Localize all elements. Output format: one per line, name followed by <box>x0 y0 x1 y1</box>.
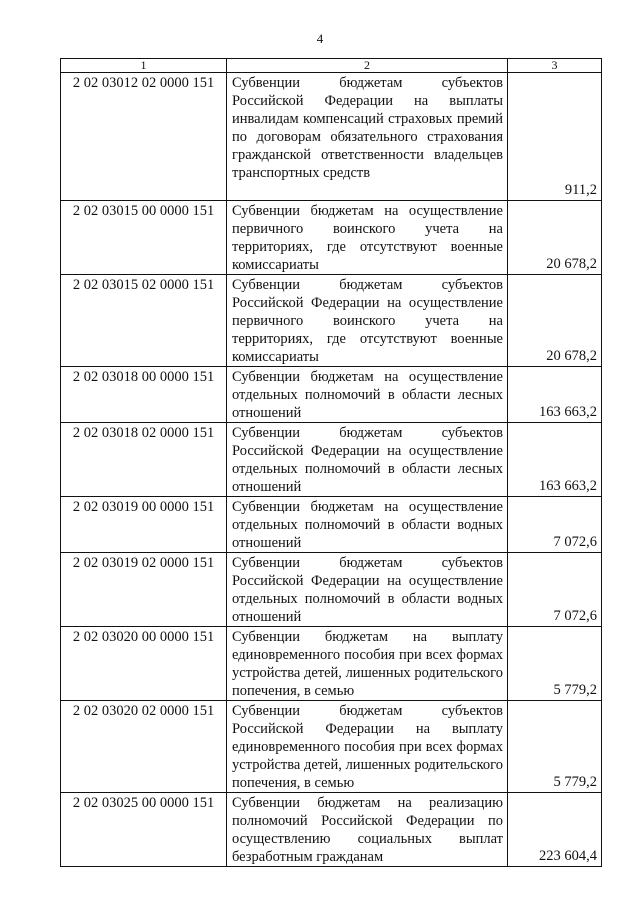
row-amount: 7 072,6 <box>508 497 602 553</box>
budget-table <box>60 58 602 867</box>
row-amount: 163 663,2 <box>508 423 602 497</box>
row-name: Субвенции бюджетам субъектов Российской Федерации на осуществление первичного воинского учета на территориях, где отсутствуют военные комиссариаты <box>227 275 508 367</box>
table-row <box>61 553 602 627</box>
row-code: 2 02 03020 02 0000 151 <box>61 701 227 793</box>
row-amount: 5 779,2 <box>508 627 602 701</box>
row-code: 2 02 03019 02 0000 151 <box>61 553 227 627</box>
row-code: 2 02 03015 00 0000 151 <box>61 201 227 275</box>
row-name: Субвенции бюджетам субъектов Российской Федерации на выплату единовременного пособия при всех формах устройства детей, лишенных родительского попечения, в семью <box>227 701 508 793</box>
table-row <box>61 367 602 423</box>
table-row <box>61 275 602 367</box>
row-code: 2 02 03020 00 0000 151 <box>61 627 227 701</box>
row-code: 2 02 03012 02 0000 151 <box>61 73 227 201</box>
row-code: 2 02 03018 02 0000 151 <box>61 423 227 497</box>
row-amount: 163 663,2 <box>508 367 602 423</box>
row-amount: 223 604,4 <box>508 793 602 867</box>
row-code: 2 02 03018 00 0000 151 <box>61 367 227 423</box>
row-name: Субвенции бюджетам на осуществление отдельных полномочий в области водных отношений <box>227 497 508 553</box>
row-code: 2 02 03019 00 0000 151 <box>61 497 227 553</box>
page-number: 4 <box>316 31 324 46</box>
table-header-row <box>61 59 602 73</box>
row-name: Субвенции бюджетам субъектов Российской Федерации на осуществление отдельных полномочий в области лесных отношений <box>227 423 508 497</box>
column-header-amount: 3 <box>508 59 602 73</box>
row-amount: 7 072,6 <box>508 553 602 627</box>
table-row <box>61 201 602 275</box>
row-code: 2 02 03015 02 0000 151 <box>61 275 227 367</box>
row-name: Субвенции бюджетам на осуществление первичного воинского учета на территориях, где отсутствуют военные комиссариаты <box>227 201 508 275</box>
table-row <box>61 423 602 497</box>
row-name: Субвенции бюджетам на выплату единовременного пособия при всех формах устройства детей, лишенных родительского попечения, в семью <box>227 627 508 701</box>
row-amount: 20 678,2 <box>508 201 602 275</box>
table-row <box>61 73 602 201</box>
row-amount: 20 678,2 <box>508 275 602 367</box>
row-amount: 5 779,2 <box>508 701 602 793</box>
row-amount: 911,2 <box>508 73 602 201</box>
row-name: Субвенции бюджетам на осуществление отдельных полномочий в области лесных отношений <box>227 367 508 423</box>
row-name: Субвенции бюджетам на реализацию полномочий Российской Федерации по осуществлению социальных выплат безработным гражданам <box>227 793 508 867</box>
row-name: Субвенции бюджетам субъектов Российской Федерации на выплаты инвалидам компенсаций страховых премий по договорам обязательного страхования гражданской ответственности владельцев транспортных средств <box>227 73 508 201</box>
row-code: 2 02 03025 00 0000 151 <box>61 793 227 867</box>
table-row <box>61 793 602 867</box>
column-header-code: 1 <box>61 59 227 73</box>
column-header-name: 2 <box>227 59 508 73</box>
table-row <box>61 701 602 793</box>
table-row <box>61 497 602 553</box>
table-row <box>61 627 602 701</box>
row-name: Субвенции бюджетам субъектов Российской Федерации на осуществление отдельных полномочий в области водных отношений <box>227 553 508 627</box>
